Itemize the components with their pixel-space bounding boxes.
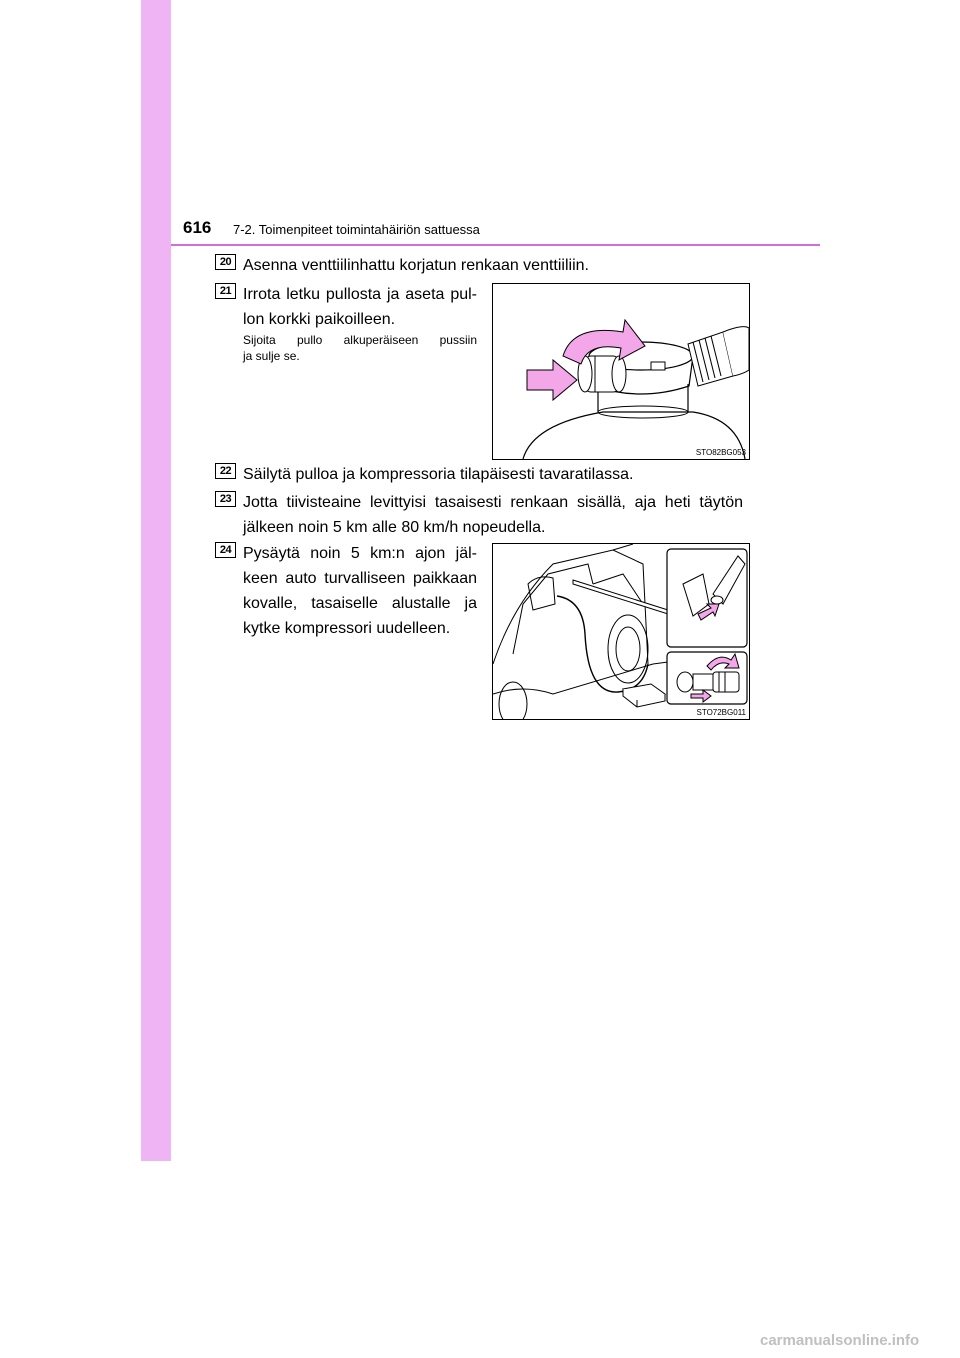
section-title: 7-2. Toimenpiteet toimintahäiriön sattuessa (233, 222, 480, 237)
header-rule (171, 244, 820, 246)
step-text-line: kovalle, tasaiselle alustalle ja (243, 595, 477, 612)
step-note-line: Sijoita pullo alkuperäiseen pussiin (243, 333, 477, 347)
page-number: 616 (183, 218, 212, 237)
step-number-badge: 20 (215, 254, 236, 270)
step-text: Asenna venttiilinhattu korjatun renkaan venttiiliin. (243, 257, 589, 274)
car-compressor-illustration (492, 543, 750, 720)
step-text: Säilytä pulloa ja kompressoria tilapäisesti tavaratilassa. (243, 466, 634, 483)
step-text-line: Irrota letku pullosta ja aseta pul- (243, 286, 477, 303)
figure-code: STO72BG011 (696, 708, 746, 717)
step-text-line: Jotta tiivisteaine levittyisi tasaisesti renkaan sisällä, aja heti täytön (243, 494, 743, 511)
step-text-line: jälkeen noin 5 km alle 80 km/h nopeudella. (243, 519, 546, 536)
bottle-cap-illustration (492, 283, 750, 460)
step-text-line: keen auto turvalliseen paikkaan (243, 570, 477, 587)
step-text-line: Pysäytä noin 5 km:n ajon jäl- (243, 545, 477, 562)
step-number-badge: 24 (215, 542, 236, 558)
chapter-sidebar-band (141, 0, 171, 1161)
car-compressor-drawing (493, 544, 749, 719)
step-text-line: kytke kompressori uudelleen. (243, 620, 451, 637)
bottle-cap-drawing (493, 284, 749, 459)
figure-code: STO82BG053 (695, 448, 746, 457)
step-text-line: lon korkki paikoilleen. (243, 311, 396, 328)
step-number-badge: 22 (215, 463, 236, 479)
step-note-line: ja sulje se. (243, 349, 300, 363)
watermark: carmanualsonline.info (760, 1332, 920, 1349)
step-number-badge: 23 (215, 491, 236, 507)
step-number-badge: 21 (215, 283, 236, 299)
